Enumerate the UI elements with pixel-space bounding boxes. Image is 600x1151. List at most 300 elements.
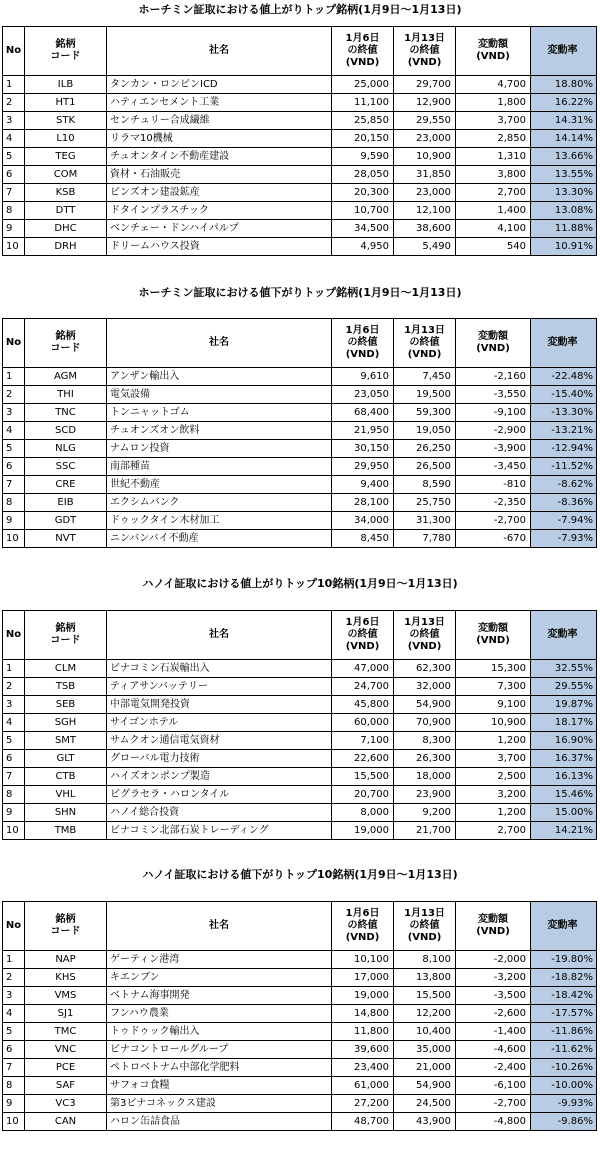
cell-no: 8: [3, 786, 25, 804]
table-row: [3, 786, 597, 804]
cell-no: 5: [3, 148, 25, 166]
cell-no: 10: [3, 530, 25, 548]
cell-change: 10,900: [456, 714, 531, 732]
cell-price-end: 18,000: [394, 768, 456, 786]
cell-name: ティアサンバッテリー: [107, 678, 332, 696]
cell-name: トンニャットゴム: [107, 404, 332, 422]
cell-change: -3,500: [456, 987, 531, 1005]
cell-price-end: 8,300: [394, 732, 456, 750]
header-code: 銘柄 コード: [25, 611, 107, 660]
cell-price-end: 21,000: [394, 1059, 456, 1077]
cell-price-end: 24,500: [394, 1095, 456, 1113]
cell-name: トゥドゥック輸出入: [107, 1023, 332, 1041]
header-change-pct: 変動率: [531, 319, 597, 368]
cell-code: EIB: [25, 494, 107, 512]
cell-change: -9,100: [456, 404, 531, 422]
stock-table: [2, 26, 597, 256]
cell-change-pct: -13.21%: [531, 422, 597, 440]
table-row: [3, 1059, 597, 1077]
cell-name: アンザン輸出入: [107, 368, 332, 386]
cell-price-start: 10,700: [332, 202, 394, 220]
cell-code: TNC: [25, 404, 107, 422]
cell-change: 3,700: [456, 112, 531, 130]
cell-price-start: 21,950: [332, 422, 394, 440]
cell-price-end: 54,900: [394, 696, 456, 714]
table-row: [3, 822, 597, 840]
cell-price-end: 19,500: [394, 386, 456, 404]
cell-change-pct: -8.36%: [531, 494, 597, 512]
table-row: [3, 76, 597, 94]
cell-code: CTB: [25, 768, 107, 786]
cell-name: 電気設備: [107, 386, 332, 404]
cell-name: ナムロン投資: [107, 440, 332, 458]
header-name: 社名: [107, 27, 332, 76]
cell-no: 4: [3, 422, 25, 440]
header-code: 銘柄 コード: [25, 319, 107, 368]
cell-change: 1,200: [456, 732, 531, 750]
cell-change-pct: 13.55%: [531, 166, 597, 184]
cell-change-pct: 10.91%: [531, 238, 597, 256]
cell-name: ビナコミン石炭輸出入: [107, 660, 332, 678]
cell-name: ハノイ総合投資: [107, 804, 332, 822]
cell-name: ドタインプラスチック: [107, 202, 332, 220]
cell-name: ハロン缶詰食品: [107, 1113, 332, 1131]
header-no: No: [3, 611, 25, 660]
table-row: [3, 112, 597, 130]
table-row: [3, 422, 597, 440]
cell-change-pct: -9.93%: [531, 1095, 597, 1113]
header-price-end: 1月13日 の終値 (VND): [394, 319, 456, 368]
cell-price-start: 8,450: [332, 530, 394, 548]
cell-no: 1: [3, 368, 25, 386]
header-name: 社名: [107, 319, 332, 368]
header-name: 社名: [107, 611, 332, 660]
cell-change: 3,700: [456, 750, 531, 768]
table-header-row: [3, 319, 597, 368]
cell-name: ビンズオン建設鉱産: [107, 184, 332, 202]
header-change: 変動額 (VND): [456, 319, 531, 368]
cell-change: -3,900: [456, 440, 531, 458]
cell-code: TEG: [25, 148, 107, 166]
table-row: [3, 1005, 597, 1023]
cell-code: TMC: [25, 1023, 107, 1041]
cell-no: 6: [3, 166, 25, 184]
cell-no: 8: [3, 1077, 25, 1095]
table-row: [3, 202, 597, 220]
cell-price-start: 9,610: [332, 368, 394, 386]
cell-name: サムクオン通信電気資材: [107, 732, 332, 750]
table-row: [3, 1077, 597, 1095]
cell-price-end: 8,100: [394, 951, 456, 969]
cell-price-end: 13,800: [394, 969, 456, 987]
header-price-start: 1月6日 の終値 (VND): [332, 27, 394, 76]
cell-change-pct: 32.55%: [531, 660, 597, 678]
cell-name: ビナコミン北部石炭トレーディング: [107, 822, 332, 840]
cell-change-pct: 15.00%: [531, 804, 597, 822]
cell-no: 9: [3, 220, 25, 238]
section-title: ホーチミン証取における値上がりトップ銘柄(1月9日～1月13日): [138, 3, 462, 16]
table-row: [3, 494, 597, 512]
cell-name: ニンバンバイ不動産: [107, 530, 332, 548]
cell-code: SHN: [25, 804, 107, 822]
cell-change-pct: 14.21%: [531, 822, 597, 840]
cell-change: 3,200: [456, 786, 531, 804]
table-row: [3, 220, 597, 238]
cell-change-pct: 29.55%: [531, 678, 597, 696]
cell-price-start: 27,200: [332, 1095, 394, 1113]
cell-price-end: 7,780: [394, 530, 456, 548]
cell-change: 2,700: [456, 184, 531, 202]
cell-change: -4,600: [456, 1041, 531, 1059]
cell-code: HT1: [25, 94, 107, 112]
stock-table: [2, 318, 597, 548]
cell-price-start: 17,000: [332, 969, 394, 987]
cell-change-pct: -19.80%: [531, 951, 597, 969]
cell-code: SAF: [25, 1077, 107, 1095]
table-row: [3, 678, 597, 696]
cell-name: ベンチェー・ドンハイパルプ: [107, 220, 332, 238]
cell-no: 2: [3, 969, 25, 987]
cell-price-end: 12,100: [394, 202, 456, 220]
table-row: [3, 166, 597, 184]
cell-change: 1,310: [456, 148, 531, 166]
cell-change-pct: 16.37%: [531, 750, 597, 768]
cell-name: 資材・石油販売: [107, 166, 332, 184]
cell-change-pct: -11.86%: [531, 1023, 597, 1041]
header-no: No: [3, 27, 25, 76]
cell-change: 7,300: [456, 678, 531, 696]
cell-no: 7: [3, 1059, 25, 1077]
cell-change-pct: 16.13%: [531, 768, 597, 786]
cell-code: THI: [25, 386, 107, 404]
cell-price-start: 14,800: [332, 1005, 394, 1023]
cell-change: 1,800: [456, 94, 531, 112]
table-row: [3, 458, 597, 476]
cell-no: 2: [3, 678, 25, 696]
cell-price-end: 15,500: [394, 987, 456, 1005]
cell-code: SMT: [25, 732, 107, 750]
cell-name: サフォコ食糧: [107, 1077, 332, 1095]
cell-name: センチュリー合成繊維: [107, 112, 332, 130]
cell-price-start: 48,700: [332, 1113, 394, 1131]
cell-price-start: 39,600: [332, 1041, 394, 1059]
cell-code: ILB: [25, 76, 107, 94]
cell-code: AGM: [25, 368, 107, 386]
table-row: [3, 530, 597, 548]
cell-code: PCE: [25, 1059, 107, 1077]
cell-change: 15,300: [456, 660, 531, 678]
cell-change: 1,400: [456, 202, 531, 220]
table-row: [3, 696, 597, 714]
cell-price-start: 29,950: [332, 458, 394, 476]
cell-price-end: 10,900: [394, 148, 456, 166]
table-row: [3, 732, 597, 750]
cell-name: チュオンタイン不動産建設: [107, 148, 332, 166]
cell-change-pct: -18.82%: [531, 969, 597, 987]
cell-price-end: 26,500: [394, 458, 456, 476]
cell-price-end: 8,590: [394, 476, 456, 494]
cell-name: ドリームハウス投資: [107, 238, 332, 256]
cell-no: 9: [3, 804, 25, 822]
cell-change: -2,600: [456, 1005, 531, 1023]
cell-name: ドゥックタイン木材加工: [107, 512, 332, 530]
cell-change-pct: 16.22%: [531, 94, 597, 112]
cell-code: STK: [25, 112, 107, 130]
cell-name: フンハウ農業: [107, 1005, 332, 1023]
cell-change: -2,400: [456, 1059, 531, 1077]
table-row: [3, 750, 597, 768]
header-change: 変動額 (VND): [456, 902, 531, 951]
cell-change: -810: [456, 476, 531, 494]
cell-change-pct: -22.48%: [531, 368, 597, 386]
section-title: ハノイ証取における値上がりトップ10銘柄(1月9日～1月13日): [142, 577, 458, 590]
cell-change-pct: 13.08%: [531, 202, 597, 220]
cell-change: -2,900: [456, 422, 531, 440]
cell-name: キエンブン: [107, 969, 332, 987]
header-price-end: 1月13日 の終値 (VND): [394, 611, 456, 660]
cell-price-end: 43,900: [394, 1113, 456, 1131]
cell-change-pct: -10.26%: [531, 1059, 597, 1077]
cell-price-end: 59,300: [394, 404, 456, 422]
cell-code: COM: [25, 166, 107, 184]
cell-price-end: 26,300: [394, 750, 456, 768]
header-price-start: 1月6日 の終値 (VND): [332, 611, 394, 660]
cell-change-pct: -13.30%: [531, 404, 597, 422]
cell-no: 3: [3, 112, 25, 130]
cell-code: GDT: [25, 512, 107, 530]
cell-price-start: 7,100: [332, 732, 394, 750]
cell-name: ゲーティン港湾: [107, 951, 332, 969]
cell-no: 10: [3, 238, 25, 256]
cell-change: -6,100: [456, 1077, 531, 1095]
cell-change: -2,350: [456, 494, 531, 512]
cell-code: CAN: [25, 1113, 107, 1131]
cell-change-pct: 11.88%: [531, 220, 597, 238]
cell-price-start: 8,000: [332, 804, 394, 822]
cell-price-start: 19,000: [332, 822, 394, 840]
table-row: [3, 1113, 597, 1131]
cell-name: ハティエンセメント工業: [107, 94, 332, 112]
cell-price-start: 68,400: [332, 404, 394, 422]
cell-no: 5: [3, 732, 25, 750]
cell-code: KHS: [25, 969, 107, 987]
cell-name: 南部種苗: [107, 458, 332, 476]
cell-code: NLG: [25, 440, 107, 458]
cell-change-pct: -7.94%: [531, 512, 597, 530]
cell-name: チュオンズオン飲料: [107, 422, 332, 440]
cell-no: 4: [3, 1005, 25, 1023]
cell-price-start: 34,000: [332, 512, 394, 530]
table-header-row: [3, 902, 597, 951]
cell-change-pct: -18.42%: [531, 987, 597, 1005]
cell-code: DHC: [25, 220, 107, 238]
cell-name: 世紀不動産: [107, 476, 332, 494]
cell-price-end: 12,200: [394, 1005, 456, 1023]
cell-price-start: 11,800: [332, 1023, 394, 1041]
cell-change-pct: 16.90%: [531, 732, 597, 750]
cell-no: 10: [3, 1113, 25, 1131]
cell-change: 4,100: [456, 220, 531, 238]
cell-price-end: 31,300: [394, 512, 456, 530]
cell-no: 1: [3, 951, 25, 969]
table-row: [3, 148, 597, 166]
cell-change-pct: 14.14%: [531, 130, 597, 148]
cell-change-pct: 19.87%: [531, 696, 597, 714]
cell-price-end: 19,050: [394, 422, 456, 440]
header-change-pct: 変動率: [531, 902, 597, 951]
table-row: [3, 714, 597, 732]
header-price-end: 1月13日 の終値 (VND): [394, 27, 456, 76]
cell-price-end: 23,900: [394, 786, 456, 804]
cell-name: リラマ10機械: [107, 130, 332, 148]
cell-price-start: 23,400: [332, 1059, 394, 1077]
cell-change-pct: 18.80%: [531, 76, 597, 94]
cell-price-start: 9,590: [332, 148, 394, 166]
table-row: [3, 987, 597, 1005]
table-row: [3, 386, 597, 404]
cell-price-start: 45,800: [332, 696, 394, 714]
cell-no: 3: [3, 404, 25, 422]
cell-code: GLT: [25, 750, 107, 768]
cell-change: -1,400: [456, 1023, 531, 1041]
cell-price-end: 38,600: [394, 220, 456, 238]
cell-price-end: 62,300: [394, 660, 456, 678]
section-title: ホーチミン証取における値下がりトップ銘柄(1月9日～1月13日): [138, 286, 462, 299]
cell-no: 6: [3, 458, 25, 476]
cell-code: VC3: [25, 1095, 107, 1113]
header-code: 銘柄 コード: [25, 902, 107, 951]
cell-price-start: 61,000: [332, 1077, 394, 1095]
header-price-start: 1月6日 の終値 (VND): [332, 902, 394, 951]
cell-no: 6: [3, 1041, 25, 1059]
cell-price-start: 28,100: [332, 494, 394, 512]
cell-no: 9: [3, 1095, 25, 1113]
cell-price-start: 30,150: [332, 440, 394, 458]
cell-price-start: 24,700: [332, 678, 394, 696]
cell-code: NAP: [25, 951, 107, 969]
header-code: 銘柄 コード: [25, 27, 107, 76]
cell-code: NVT: [25, 530, 107, 548]
table-row: [3, 1095, 597, 1113]
cell-change-pct: -10.00%: [531, 1077, 597, 1095]
cell-code: SCD: [25, 422, 107, 440]
cell-change: 2,850: [456, 130, 531, 148]
cell-price-end: 7,450: [394, 368, 456, 386]
cell-change: 540: [456, 238, 531, 256]
cell-price-end: 12,900: [394, 94, 456, 112]
cell-change-pct: -11.52%: [531, 458, 597, 476]
stock-table: [2, 610, 597, 840]
cell-name: サイゴンホテル: [107, 714, 332, 732]
cell-no: 6: [3, 750, 25, 768]
cell-change: 3,800: [456, 166, 531, 184]
cell-price-end: 5,490: [394, 238, 456, 256]
cell-change-pct: -7.93%: [531, 530, 597, 548]
table-row: [3, 1023, 597, 1041]
table-row: [3, 804, 597, 822]
cell-change-pct: 15.46%: [531, 786, 597, 804]
cell-code: VHL: [25, 786, 107, 804]
cell-price-start: 22,600: [332, 750, 394, 768]
cell-price-end: 32,000: [394, 678, 456, 696]
cell-change: -2,160: [456, 368, 531, 386]
header-change: 変動額 (VND): [456, 27, 531, 76]
table-header-row: [3, 27, 597, 76]
header-name: 社名: [107, 902, 332, 951]
cell-no: 3: [3, 696, 25, 714]
cell-code: L10: [25, 130, 107, 148]
cell-change-pct: -15.40%: [531, 386, 597, 404]
cell-price-end: 10,400: [394, 1023, 456, 1041]
cell-no: 3: [3, 987, 25, 1005]
cell-code: TMB: [25, 822, 107, 840]
header-change-pct: 変動率: [531, 27, 597, 76]
cell-no: 7: [3, 184, 25, 202]
cell-name: ビグラセラ・ハロンタイル: [107, 786, 332, 804]
cell-price-start: 15,500: [332, 768, 394, 786]
header-change: 変動額 (VND): [456, 611, 531, 660]
cell-no: 4: [3, 130, 25, 148]
cell-no: 7: [3, 768, 25, 786]
cell-no: 10: [3, 822, 25, 840]
cell-price-end: 29,550: [394, 112, 456, 130]
table-row: [3, 404, 597, 422]
cell-change-pct: -12.94%: [531, 440, 597, 458]
cell-change-pct: -17.57%: [531, 1005, 597, 1023]
cell-no: 8: [3, 202, 25, 220]
cell-name: エクシムバンク: [107, 494, 332, 512]
table-row: [3, 94, 597, 112]
cell-name: 中部電気開発投資: [107, 696, 332, 714]
table-row: [3, 368, 597, 386]
cell-no: 8: [3, 494, 25, 512]
cell-change-pct: -8.62%: [531, 476, 597, 494]
header-no: No: [3, 319, 25, 368]
cell-price-start: 19,000: [332, 987, 394, 1005]
cell-no: 5: [3, 1023, 25, 1041]
cell-price-end: 23,000: [394, 130, 456, 148]
cell-code: VMS: [25, 987, 107, 1005]
table-row: [3, 130, 597, 148]
cell-price-end: 54,900: [394, 1077, 456, 1095]
cell-price-start: 23,050: [332, 386, 394, 404]
table-row: [3, 476, 597, 494]
cell-price-start: 28,050: [332, 166, 394, 184]
table-row: [3, 512, 597, 530]
header-change-pct: 変動率: [531, 611, 597, 660]
cell-no: 4: [3, 714, 25, 732]
cell-price-end: 35,000: [394, 1041, 456, 1059]
cell-price-start: 10,100: [332, 951, 394, 969]
table-row: [3, 238, 597, 256]
cell-change: -670: [456, 530, 531, 548]
cell-no: 5: [3, 440, 25, 458]
cell-price-end: 31,850: [394, 166, 456, 184]
cell-change: 4,700: [456, 76, 531, 94]
cell-code: DTT: [25, 202, 107, 220]
cell-name: ビナコントロールグループ: [107, 1041, 332, 1059]
header-price-start: 1月6日 の終値 (VND): [332, 319, 394, 368]
cell-change-pct: 14.31%: [531, 112, 597, 130]
cell-code: SGH: [25, 714, 107, 732]
cell-change: -2,700: [456, 1095, 531, 1113]
table-row: [3, 184, 597, 202]
cell-change-pct: -11.62%: [531, 1041, 597, 1059]
cell-price-end: 21,700: [394, 822, 456, 840]
cell-name: タンカン・ロンビンICD: [107, 76, 332, 94]
cell-price-end: 26,250: [394, 440, 456, 458]
cell-price-end: 23,000: [394, 184, 456, 202]
